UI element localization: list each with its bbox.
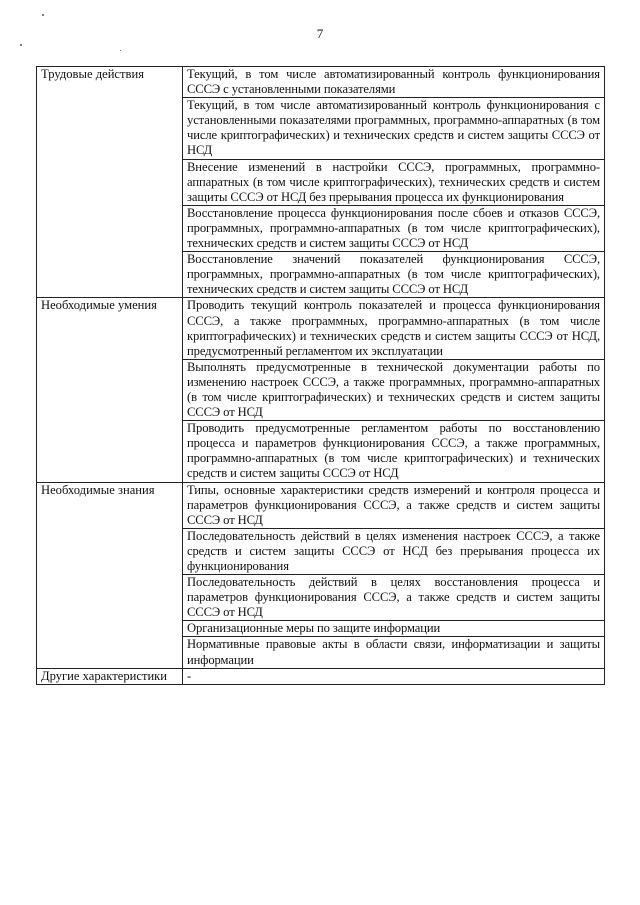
labor-action-item: Восстановление значений показателей функционирования СССЭ, программных, программно-аппаратных (в том числе криптографических), технических средств и систем защиты СССЭ от НСД (183, 252, 605, 298)
page-number: 7 (316, 26, 324, 41)
required-knowledge-item: Организационные меры по защите информации (183, 621, 605, 637)
scan-speck (120, 50, 121, 51)
scan-speck (42, 14, 44, 16)
table-row (37, 482, 605, 528)
table-row (37, 298, 605, 359)
labor-action-item: Текущий, в том числе автоматизированный контроль функционирования с установленными показателями программных, программно-аппаратных (в том числе криптографических) и технических средств и систем защиты СССЭ от НСД (183, 98, 605, 159)
labor-action-item: Восстановление процесса функционирования после сбоев и отказов СССЭ, программных, программно-аппаратных (в том числе криптографических), технических средств и систем защиты СССЭ от НСД (183, 205, 605, 251)
professional-standard-table (36, 66, 605, 685)
required-skill-item: Проводить предусмотренные регламентом работы по восстановлению процесса и параметров функционирования СССЭ, а также программных, программно-аппаратных (в том числе криптографических) и технических средств и систем защиты СССЭ от НСД (183, 421, 605, 482)
required-knowledge-item: Последовательность действий в целях изменения настроек СССЭ, а также средств и систем защиты СССЭ от НСД без прерывания процесса их функционирования (183, 528, 605, 574)
required-knowledge-item: Типы, основные характеристики средств измерений и контроля процесса и параметров функционирования СССЭ, а также средств и систем защиты СССЭ от НСД (183, 482, 605, 528)
table-row (37, 668, 605, 684)
required-knowledge-item: Нормативные правовые акты в области связи, информатизации и защиты информации (183, 637, 605, 668)
labor-action-item: Внесение изменений в настройки СССЭ, программных, программно-аппаратных (в том числе криптографических), технических средств и систем защиты СССЭ от НСД без прерывания процесса их функционирования (183, 159, 605, 205)
scan-speck (20, 44, 22, 46)
labor-action-item: Текущий, в том числе автоматизированный контроль функционирования СССЭ с установленными показателями (183, 67, 605, 98)
row-label-required-knowledge: Необходимые знания (37, 482, 183, 668)
table-row (37, 67, 605, 98)
row-label-required-skills: Необходимые умения (37, 298, 183, 482)
other-characteristic-item: - (183, 668, 605, 684)
required-skill-item: Проводить текущий контроль показателей и процесса функционирования СССЭ, а также программных, программно-аппаратных (в том числе криптографических) и технических средств и систем защиты СССЭ от НСД, предусмотренный регламентом их эксплуатации (183, 298, 605, 359)
row-label-labor-actions: Трудовые действия (37, 67, 183, 298)
row-label-other-characteristics: Другие характеристики (37, 668, 183, 684)
required-knowledge-item: Последовательность действий в целях восстановления процесса и параметров функционирования СССЭ, а также средств и систем защиты СССЭ от НСД (183, 575, 605, 621)
required-skill-item: Выполнять предусмотренные в технической документации работы по изменению настроек СССЭ, а также программных, программно-аппаратных (в том числе криптографических) и технических средств и систем защиты СССЭ от НСД (183, 359, 605, 420)
